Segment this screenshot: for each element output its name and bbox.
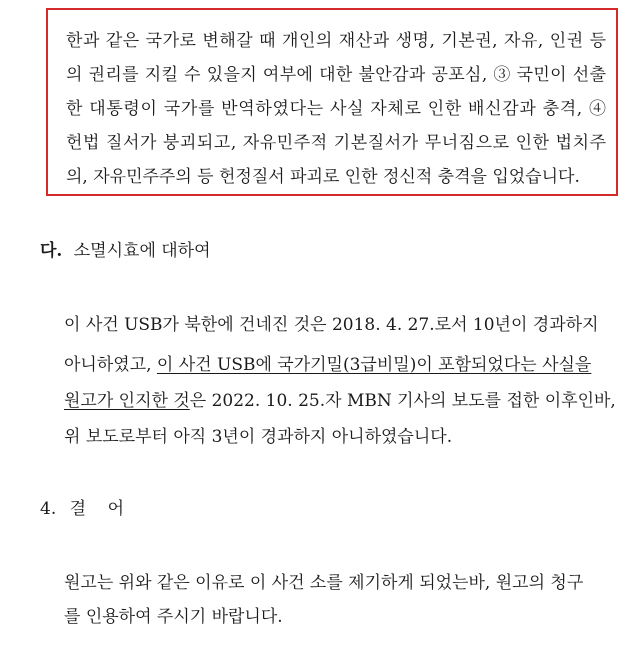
boxed-line-3	[66, 98, 612, 120]
section-da-line-2	[64, 354, 591, 376]
boxed-line-2	[66, 64, 612, 86]
section-da-marker: 다.	[40, 241, 63, 261]
section-da-line-2-prefix: 아니하였고,	[64, 355, 157, 375]
boxed-line-1	[66, 30, 612, 52]
boxed-line-5	[66, 166, 612, 188]
section-4-line-2-text: 를 인용하여 주시기 바랍니다.	[64, 607, 283, 627]
section-4-line-1	[64, 572, 583, 594]
boxed-line-2-text: 의 권리를 지킬 수 있을지 여부에 대한 불안감과 공포심, ③ 국민이 선출	[66, 65, 607, 85]
section-4-marker: 4.	[40, 499, 57, 519]
section-da-line-4	[64, 426, 452, 448]
section-da-line-4-text: 위 보도로부터 아직 3년이 경과하지 아니하였습니다.	[64, 427, 453, 447]
boxed-line-3-text: 한 대통령이 국가를 반역하였다는 사실 자체로 인한 배신감과 충격, ④	[66, 99, 607, 119]
section-da-line-1-text: 이 사건 USB가 북한에 건네진 것은 2018. 4. 27.로서 10년이 경과하지	[64, 315, 599, 335]
boxed-line-4	[66, 132, 612, 154]
section-da-title: 소멸시효에 대하여	[73, 241, 211, 261]
section-4-heading	[40, 498, 124, 520]
section-da-line-3-rest: 은 2022. 10. 25.자 MBN 기사의 보도를 접한 이후인바,	[189, 391, 616, 411]
section-da-line-1	[64, 314, 599, 336]
section-da-line-3	[64, 390, 616, 412]
section-da-heading	[40, 240, 211, 262]
boxed-line-1-text: 한과 같은 국가로 변해갈 때 개인의 재산과 생명, 기본권, 자유, 인권 등	[66, 31, 607, 51]
section-4-line-1-text: 원고는 위와 같은 이유로 이 사건 소를 제기하게 되었는바, 원고의 청구	[64, 573, 584, 593]
boxed-line-5-text: 의, 자유민주주의 등 헌정질서 파괴로 인한 정신적 충격을 입었습니다.	[66, 167, 580, 187]
boxed-line-4-text: 헌법 질서가 붕괴되고, 자유민주적 기본질서가 무너짐으로 인한 법치주	[66, 133, 607, 153]
section-da-line-3-underlined: 원고가 인지한 것	[64, 391, 190, 411]
section-4-line-2	[64, 606, 283, 628]
section-da-line-2-underlined: 이 사건 USB에 국가기밀(3급비밀)이 포함되었다는 사실을	[156, 355, 592, 375]
section-4-title: 결 어	[69, 499, 125, 519]
